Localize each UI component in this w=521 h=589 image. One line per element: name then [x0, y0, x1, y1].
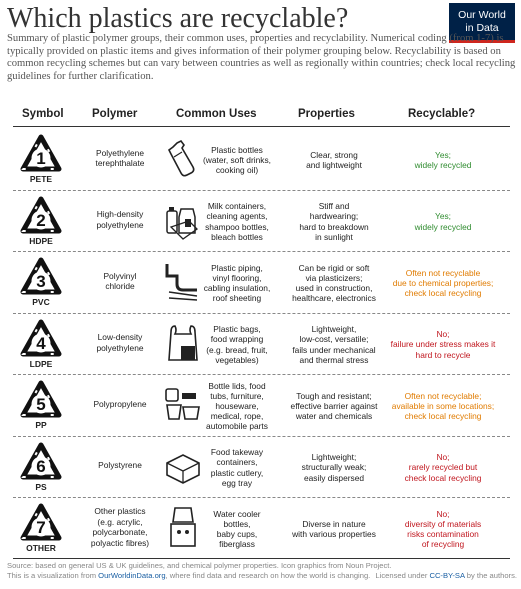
common-uses — [201, 447, 273, 488]
table-bottom-rule — [13, 558, 510, 559]
properties — [278, 263, 390, 304]
polymer-name-line: Polyethylene — [96, 147, 144, 158]
recyclable-status-line: widely recycled — [414, 221, 472, 232]
recyclable-status-line: failure under stress makes it — [390, 339, 496, 350]
recyclable-status-line: Often not recyclable — [405, 267, 481, 278]
properties — [278, 201, 390, 242]
common-uses-line: Plastic piping, — [211, 262, 263, 273]
common-uses-line: Plastic bags, — [213, 324, 261, 335]
recyclable-status-line: No; — [436, 329, 450, 340]
common-uses — [201, 263, 273, 304]
properties-line: easily dispersed — [303, 472, 365, 483]
table-row — [13, 191, 510, 253]
recycle-number: 3 — [36, 272, 46, 291]
recycle-symbol-icon — [20, 442, 62, 482]
header-rule — [13, 126, 510, 127]
recyclable-status-line: rarely recycled but — [408, 462, 478, 473]
recyclable-status-line: Often not recyclable; — [404, 390, 482, 401]
recyclable-status-line: No; — [436, 452, 450, 463]
recyclable-status-line: available in some locations; — [391, 400, 495, 411]
properties-line: Can be rigid or soft — [298, 262, 370, 273]
license-link[interactable]: CC-BY-SA — [429, 571, 465, 581]
polymer-name-line: terephthalate — [95, 158, 145, 168]
license-prefix: Licensed under — [375, 571, 430, 581]
polymer-name-line: Low-density — [97, 332, 143, 342]
license-suffix: by the authors. — [464, 571, 517, 581]
footer-attribution-prefix: This is a visualization from — [7, 571, 99, 581]
recycle-number: 5 — [36, 395, 46, 414]
common-uses — [201, 324, 273, 365]
recycle-symbol-icon — [20, 503, 62, 543]
properties — [278, 519, 390, 539]
common-uses-line: Bottle lids, food — [208, 380, 266, 391]
table-row — [13, 437, 510, 499]
polymer-name-line: Other plastics — [94, 506, 146, 516]
polymer-name — [75, 506, 165, 548]
properties-line: hardwearing; — [309, 211, 359, 222]
common-uses-line: food wrapping — [210, 334, 264, 345]
common-uses-line: baby cups, — [216, 529, 258, 539]
resin-code: OTHER — [26, 543, 56, 553]
common-uses-line: cabling insulation, — [203, 283, 271, 293]
common-uses — [201, 145, 273, 176]
common-uses-line: egg tray — [221, 477, 253, 488]
recyclable-status-line: check local recycling — [404, 288, 482, 299]
properties-line: via plasticizers; — [305, 272, 363, 283]
resin-code: PETE — [29, 174, 53, 184]
common-uses-line: shampoo bottles, — [205, 221, 269, 232]
common-uses — [201, 509, 273, 550]
header-common-uses: Common Uses — [176, 108, 257, 120]
polymer-name-line: chloride — [105, 281, 135, 291]
properties-line: Stiff and — [318, 201, 350, 212]
polymer-name-line: Polystyrene — [98, 460, 142, 471]
properties-line: in sunlight — [315, 231, 353, 242]
common-uses-line: Milk containers, — [207, 201, 267, 212]
common-uses-line: plastic cutlery, — [210, 467, 264, 478]
table-row — [13, 314, 510, 376]
recyclable-status-line: Yes; — [435, 211, 451, 222]
footer-attribution-suffix: , where find data and research on how the world is changing. — [165, 571, 371, 581]
common-uses-line: (water, soft drinks, — [203, 154, 271, 165]
recyclable-status — [388, 391, 498, 422]
footer-source: Source: based on general US & UK guidelines, and chemical polymer properties. Icon graphics from Noun Project. — [7, 561, 392, 570]
polymer-name-line: polyactic fibres) — [90, 537, 150, 548]
properties — [278, 391, 390, 422]
common-uses-line: (e.g. bread, fruit, — [206, 344, 268, 355]
recyclable-status-line: check local recycling — [404, 411, 482, 422]
common-uses-line: Food takeway — [210, 447, 264, 458]
polymer-name — [75, 332, 165, 353]
recyclable-status-line: hard to recycle — [415, 349, 471, 360]
recyclable-status — [388, 211, 498, 231]
recyclable-status-line: of recycling — [421, 539, 465, 550]
page-title: Which plastics are recyclable? — [7, 3, 349, 34]
recyclable-status — [388, 268, 498, 299]
common-uses-line: vinyl flooring, — [212, 272, 262, 283]
header-properties: Properties — [298, 108, 355, 120]
properties-line: Tough and resistant; — [296, 390, 372, 401]
recyclable-status — [388, 329, 498, 360]
common-uses-line: cleaning agents, — [206, 211, 268, 222]
common-uses-line: medical, rope, — [210, 411, 264, 422]
properties-line: and thermal stress — [299, 354, 369, 365]
recycle-number: 1 — [36, 149, 46, 168]
recycle-symbol-icon — [20, 319, 62, 359]
common-uses-line: bleach bottles — [211, 231, 263, 242]
polymer-name — [75, 209, 165, 230]
polymer-name — [75, 399, 165, 410]
common-uses-line: fiberglass — [219, 539, 255, 550]
recycle-symbol-icon — [20, 196, 62, 236]
polymer-name-line: polyethylene — [96, 219, 144, 230]
properties-line: effective barrier against — [290, 400, 378, 411]
properties — [278, 150, 390, 170]
polymer-name-line: (e.g. acrylic, — [97, 516, 143, 527]
polymer-name-line: Polyvinyl — [103, 270, 137, 281]
polymer-name-line: polycarbonate, — [92, 527, 148, 537]
properties-line: structurally weak; — [301, 462, 367, 473]
properties-line: fails under mechanical — [292, 344, 376, 355]
common-uses-line: roof sheeting — [212, 293, 262, 304]
polymer-name-line: Polypropylene — [93, 398, 147, 409]
owid-link[interactable]: OurWorldinData.org — [98, 571, 166, 581]
common-uses-line: vegetables) — [215, 354, 259, 365]
resin-code: PVC — [32, 297, 50, 307]
recycle-number: 2 — [36, 210, 46, 230]
properties-line: with various properties — [292, 529, 376, 539]
common-uses-line: tubs, furniture, — [210, 390, 264, 401]
polymer-name — [75, 460, 165, 471]
table-row — [13, 375, 510, 437]
header-symbol: Symbol — [22, 108, 64, 120]
properties-line: low-cost, versatile; — [299, 334, 369, 345]
logo-line-1: Our World — [458, 9, 506, 21]
common-uses-line: Plastic bottles — [211, 144, 263, 155]
logo-line-2: in Data — [465, 22, 499, 34]
properties-line: used in construction, — [295, 283, 373, 293]
properties — [278, 452, 390, 483]
recyclable-status-line: due to chemical properties; — [392, 277, 494, 288]
table-row — [13, 498, 510, 560]
recyclable-status — [388, 150, 498, 170]
header-recyclable: Recyclable? — [408, 108, 476, 120]
properties — [278, 324, 390, 365]
resin-code: PS — [35, 481, 47, 492]
polymer-name-line: High-density — [96, 209, 144, 219]
common-uses-line: containers, — [216, 457, 258, 468]
footer-license — [375, 571, 517, 581]
recycle-symbol-icon — [20, 380, 62, 420]
common-uses — [201, 201, 273, 242]
table-row — [13, 252, 510, 314]
properties-line: and lightweight — [306, 160, 362, 170]
recycle-number: 4 — [36, 333, 46, 353]
properties-line: Lightweight, — [311, 324, 357, 335]
recyclable-status — [388, 452, 498, 483]
resin-code: PP — [35, 420, 47, 430]
footer — [7, 561, 517, 582]
recyclable-status-line: widely recycled — [414, 160, 472, 170]
recyclable-status-line: check local recycling — [404, 472, 482, 483]
recyclable-status-line: diversity of materials — [404, 518, 482, 529]
recycle-symbol-icon — [20, 257, 62, 297]
recycle-number: 6 — [36, 456, 46, 476]
polymer-name — [75, 271, 165, 292]
recycle-symbol-icon — [20, 134, 62, 174]
recyclable-status-line: risks contamination — [407, 529, 479, 539]
common-uses-line: cooking oil) — [215, 165, 259, 176]
recyclable-status-line: Yes; — [435, 149, 451, 160]
properties-line: Clear, strong — [310, 149, 358, 160]
recyclable-status-line: No; — [436, 508, 450, 519]
common-uses-line: Water cooler — [213, 508, 261, 519]
properties-line: hard to breakdown — [299, 221, 369, 232]
polymer-name-line: polyethylene — [96, 342, 144, 353]
summary-text: Summary of plastic polymer groups, their common uses, properties and recyclability. Numerical coding (from 1-7) is typically provided on plastic items and gives information of their polymer grouping below. Recyclability is based on common recycling schemes but can vary between countries as well as regionally within countries; check local recycling guidelines for further clarification. — [7, 33, 516, 82]
common-uses-line: bottles, — [223, 518, 251, 529]
resin-code: LDPE — [29, 358, 53, 369]
common-uses — [201, 381, 273, 432]
properties-line: Lightweight; — [311, 452, 357, 463]
common-uses-line: automobile parts — [206, 421, 268, 432]
recyclable-status — [388, 509, 498, 550]
properties-line: healthcare, electronics — [292, 293, 376, 304]
common-uses-line: houseware, — [215, 400, 259, 411]
polymer-name — [75, 148, 165, 169]
table-row — [13, 129, 510, 191]
resin-code: HDPE — [29, 235, 53, 246]
properties-line: Diverse in nature — [302, 518, 366, 529]
header-polymer: Polymer — [92, 108, 138, 120]
recycle-number: 7 — [36, 518, 46, 537]
properties-line: water and chemicals — [295, 411, 373, 422]
